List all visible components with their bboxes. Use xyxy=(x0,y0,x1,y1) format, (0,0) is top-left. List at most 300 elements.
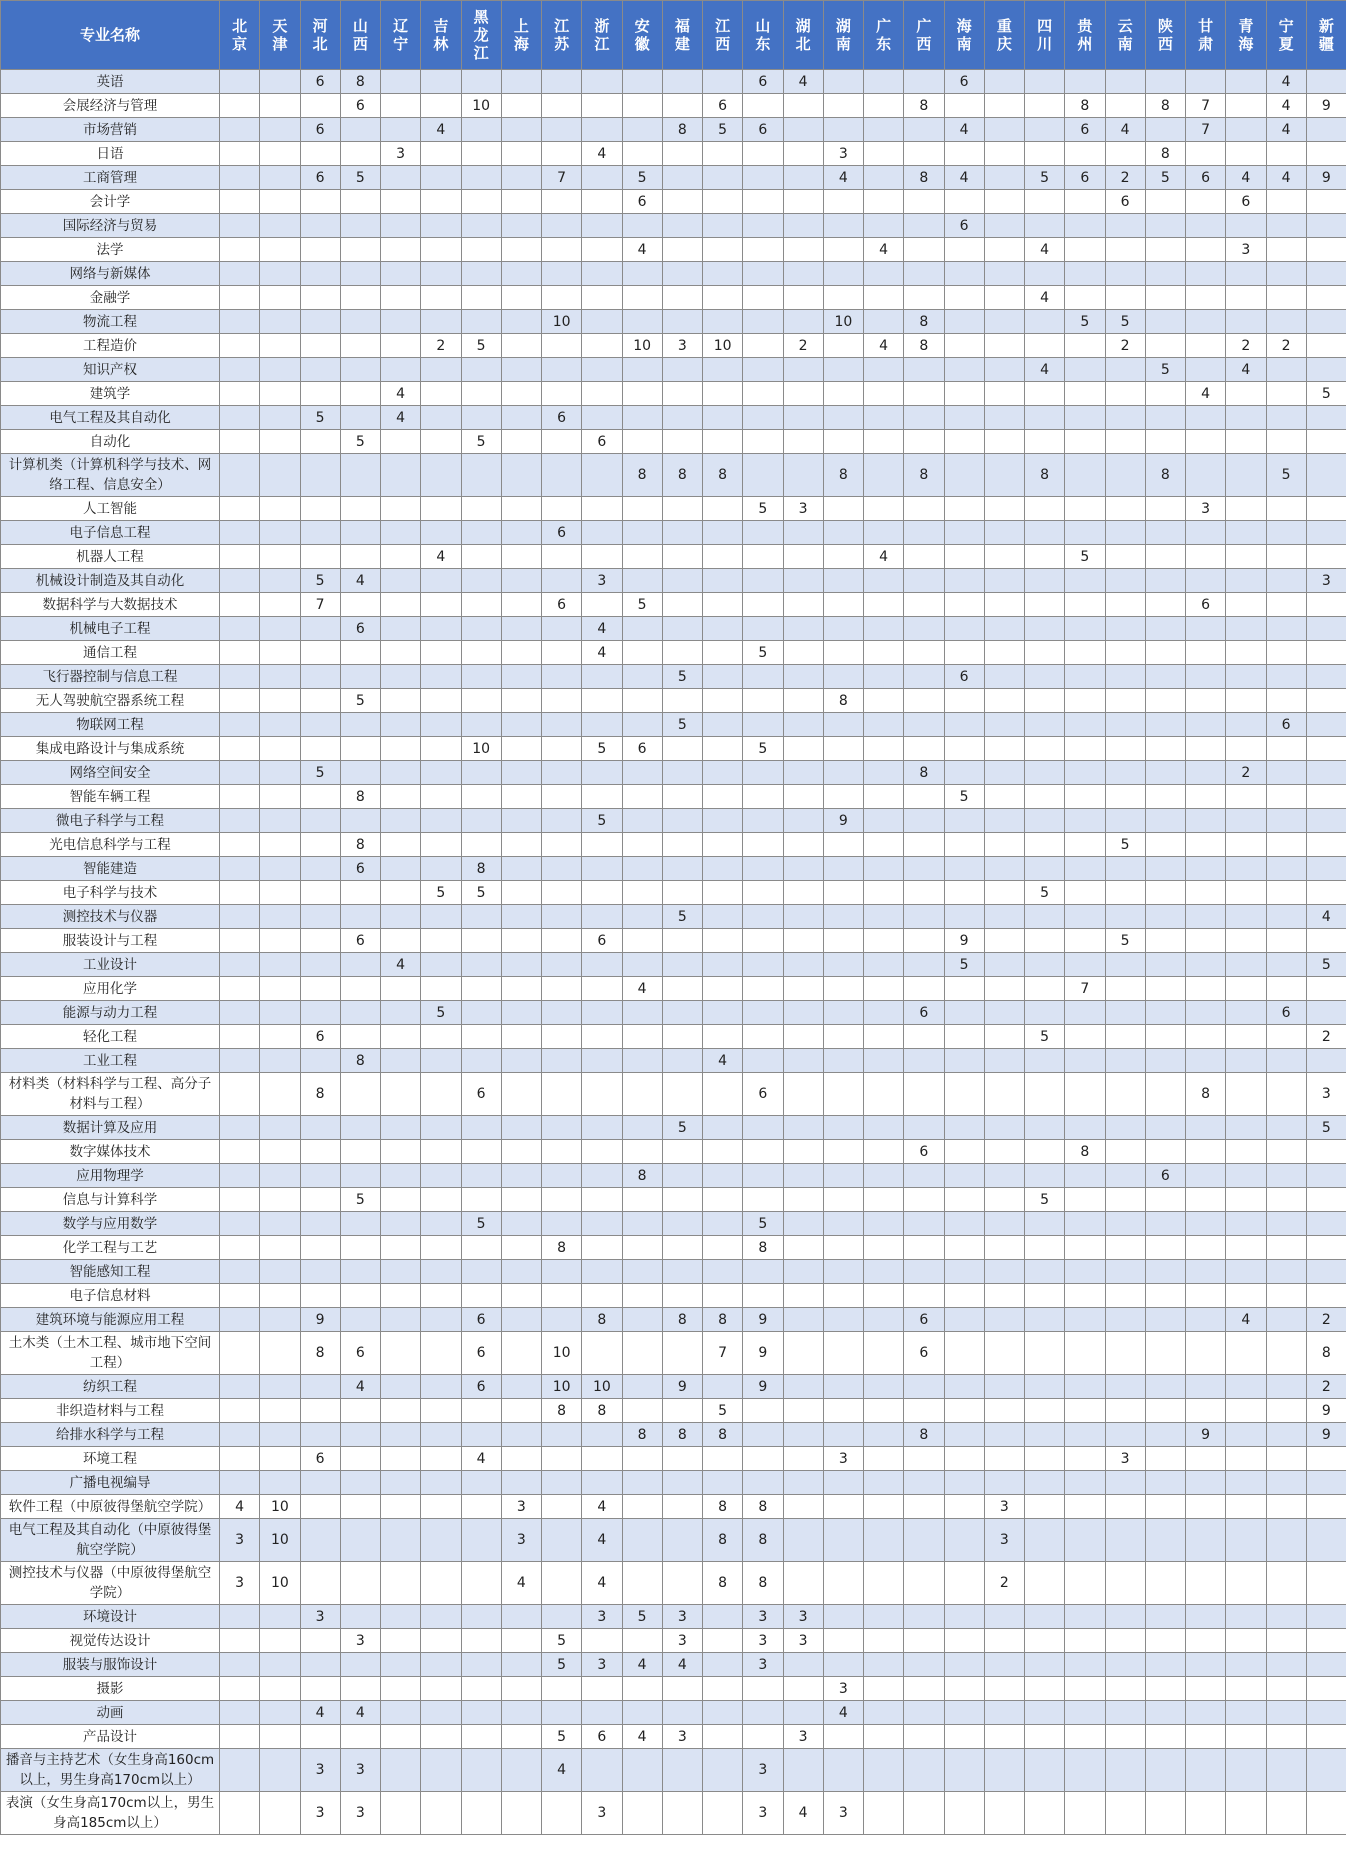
quota-cell xyxy=(501,665,541,689)
quota-cell xyxy=(220,689,260,713)
province-header xyxy=(783,1,823,70)
quota-cell xyxy=(1065,905,1105,929)
quota-cell xyxy=(1065,1447,1105,1471)
quota-cell xyxy=(944,334,984,358)
quota-cell xyxy=(1306,641,1346,665)
quota-cell xyxy=(1105,1260,1145,1284)
quota-cell xyxy=(1065,1236,1105,1260)
quota-cell xyxy=(622,713,662,737)
quota-cell xyxy=(340,118,380,142)
quota-cell xyxy=(783,1495,823,1519)
quota-cell xyxy=(1105,1236,1145,1260)
quota-cell xyxy=(944,1725,984,1749)
quota-cell xyxy=(823,665,863,689)
quota-cell xyxy=(501,1423,541,1447)
quota-cell xyxy=(461,1495,501,1519)
quota-cell xyxy=(823,1236,863,1260)
quota-cell xyxy=(662,382,702,406)
quota-cell xyxy=(1025,190,1065,214)
quota-cell xyxy=(1065,382,1105,406)
quota-cell xyxy=(1025,1116,1065,1140)
quota-cell xyxy=(703,1471,743,1495)
quota-cell xyxy=(1065,70,1105,94)
quota-cell: 4 xyxy=(944,118,984,142)
quota-cell xyxy=(340,1399,380,1423)
quota-cell: 3 xyxy=(582,569,622,593)
major-name-cell: 土木类（土木工程、城市地下空间工程） xyxy=(1,1332,220,1375)
quota-cell xyxy=(260,1471,300,1495)
quota-cell xyxy=(1186,1749,1226,1792)
quota-cell xyxy=(1266,1260,1306,1284)
quota-cell xyxy=(662,1164,702,1188)
quota-cell: 5 xyxy=(662,905,702,929)
quota-cell xyxy=(944,1447,984,1471)
quota-cell xyxy=(501,641,541,665)
quota-cell xyxy=(662,881,702,905)
quota-cell xyxy=(864,977,904,1001)
table-row xyxy=(1,497,1346,521)
quota-cell xyxy=(904,1792,944,1835)
quota-cell xyxy=(1105,497,1145,521)
quota-cell xyxy=(1025,905,1065,929)
quota-cell: 3 xyxy=(823,1792,863,1835)
quota-cell xyxy=(381,1447,421,1471)
quota-cell xyxy=(1226,689,1266,713)
quota-cell xyxy=(501,1140,541,1164)
quota-cell xyxy=(823,929,863,953)
quota-cell xyxy=(1145,1399,1185,1423)
quota-cell: 4 xyxy=(1226,358,1266,382)
table-row xyxy=(1,1447,1346,1471)
quota-cell xyxy=(260,1025,300,1049)
quota-cell xyxy=(1226,406,1266,430)
quota-cell xyxy=(381,1749,421,1792)
quota-cell xyxy=(1226,785,1266,809)
quota-cell xyxy=(662,94,702,118)
quota-cell xyxy=(783,310,823,334)
quota-cell xyxy=(1186,905,1226,929)
quota-cell xyxy=(823,1284,863,1308)
quota-cell xyxy=(783,785,823,809)
quota-cell: 4 xyxy=(1025,238,1065,262)
quota-cell xyxy=(381,1471,421,1495)
quota-cell xyxy=(823,857,863,881)
quota-cell xyxy=(1266,1140,1306,1164)
table-row xyxy=(1,1749,1346,1792)
quota-cell xyxy=(381,238,421,262)
major-name-cell: 计算机类（计算机科学与技术、网络工程、信息安全） xyxy=(1,454,220,497)
quota-cell xyxy=(1025,1236,1065,1260)
quota-cell: 6 xyxy=(904,1308,944,1332)
quota-cell xyxy=(1065,929,1105,953)
quota-cell xyxy=(1306,617,1346,641)
quota-cell xyxy=(421,214,461,238)
quota-cell xyxy=(1266,785,1306,809)
quota-cell: 5 xyxy=(1306,953,1346,977)
quota-cell xyxy=(1065,406,1105,430)
quota-cell xyxy=(662,286,702,310)
quota-cell xyxy=(743,454,783,497)
quota-cell xyxy=(622,94,662,118)
quota-cell xyxy=(944,593,984,617)
quota-cell xyxy=(1226,1284,1266,1308)
province-header-label: 宁夏 xyxy=(1278,17,1294,53)
quota-cell xyxy=(300,310,340,334)
quota-cell: 4 xyxy=(582,1562,622,1605)
quota-cell xyxy=(864,406,904,430)
quota-cell xyxy=(984,881,1024,905)
quota-cell xyxy=(984,1447,1024,1471)
quota-cell xyxy=(1186,286,1226,310)
province-header xyxy=(703,1,743,70)
quota-cell xyxy=(1306,214,1346,238)
quota-cell xyxy=(501,833,541,857)
quota-cell xyxy=(381,1332,421,1375)
quota-cell: 6 xyxy=(542,593,582,617)
province-header-label: 上海 xyxy=(513,17,529,53)
quota-cell xyxy=(1226,1725,1266,1749)
quota-cell xyxy=(582,1025,622,1049)
quota-cell xyxy=(542,857,582,881)
quota-cell: 3 xyxy=(823,142,863,166)
quota-cell: 4 xyxy=(421,545,461,569)
quota-cell xyxy=(381,881,421,905)
quota-cell xyxy=(662,1701,702,1725)
quota-cell xyxy=(783,454,823,497)
quota-cell xyxy=(582,1629,622,1653)
quota-cell xyxy=(381,1164,421,1188)
quota-cell: 3 xyxy=(743,1749,783,1792)
quota-cell xyxy=(1306,1188,1346,1212)
quota-cell xyxy=(864,1399,904,1423)
quota-cell xyxy=(904,1212,944,1236)
quota-cell xyxy=(1186,785,1226,809)
quota-cell xyxy=(743,1284,783,1308)
table-row xyxy=(1,1164,1346,1188)
quota-cell: 3 xyxy=(823,1447,863,1471)
quota-cell xyxy=(1025,1749,1065,1792)
quota-cell xyxy=(220,977,260,1001)
quota-cell xyxy=(220,1701,260,1725)
quota-cell xyxy=(743,142,783,166)
quota-cell xyxy=(1025,593,1065,617)
quota-cell: 6 xyxy=(461,1332,501,1375)
quota-cell xyxy=(260,905,300,929)
quota-cell: 5 xyxy=(340,430,380,454)
quota-cell xyxy=(501,1260,541,1284)
quota-cell xyxy=(944,358,984,382)
quota-cell xyxy=(1025,1399,1065,1423)
quota-cell xyxy=(582,286,622,310)
major-name-cell: 数字媒体技术 xyxy=(1,1140,220,1164)
quota-cell xyxy=(542,1049,582,1073)
quota-cell xyxy=(582,857,622,881)
quota-cell xyxy=(823,1001,863,1025)
quota-cell xyxy=(381,1260,421,1284)
quota-cell xyxy=(220,1188,260,1212)
quota-cell: 3 xyxy=(823,1677,863,1701)
quota-cell xyxy=(1306,1562,1346,1605)
quota-cell xyxy=(1226,1471,1266,1495)
quota-cell xyxy=(501,262,541,286)
table-row xyxy=(1,1332,1346,1375)
quota-cell xyxy=(1025,1519,1065,1562)
province-header-label: 山东 xyxy=(755,17,771,53)
quota-cell xyxy=(1025,1001,1065,1025)
quota-cell xyxy=(1226,1049,1266,1073)
quota-cell xyxy=(823,1629,863,1653)
quota-cell xyxy=(1105,641,1145,665)
quota-cell xyxy=(1025,1308,1065,1332)
quota-cell xyxy=(220,1116,260,1140)
quota-cell xyxy=(864,785,904,809)
table-row xyxy=(1,1073,1346,1116)
quota-cell xyxy=(1105,977,1145,1001)
quota-cell xyxy=(542,1188,582,1212)
quota-cell xyxy=(1065,833,1105,857)
quota-cell xyxy=(1186,1792,1226,1835)
quota-cell xyxy=(944,905,984,929)
quota-cell: 8 xyxy=(662,1308,702,1332)
quota-cell xyxy=(300,809,340,833)
quota-cell xyxy=(743,286,783,310)
quota-cell xyxy=(823,737,863,761)
quota-cell xyxy=(904,1236,944,1260)
quota-cell xyxy=(542,1140,582,1164)
province-header xyxy=(260,1,300,70)
quota-cell: 3 xyxy=(501,1519,541,1562)
quota-cell: 5 xyxy=(1266,454,1306,497)
quota-cell: 9 xyxy=(662,1375,702,1399)
major-name-cell: 信息与计算科学 xyxy=(1,1188,220,1212)
quota-cell xyxy=(1145,1332,1185,1375)
quota-cell xyxy=(944,286,984,310)
quota-cell xyxy=(421,977,461,1001)
quota-cell xyxy=(1186,809,1226,833)
quota-cell xyxy=(783,1749,823,1792)
quota-cell xyxy=(421,286,461,310)
quota-cell xyxy=(1025,713,1065,737)
quota-cell xyxy=(542,1001,582,1025)
quota-cell xyxy=(1145,1629,1185,1653)
quota-cell xyxy=(1186,1284,1226,1308)
quota-cell xyxy=(864,358,904,382)
quota-cell xyxy=(1306,737,1346,761)
quota-cell xyxy=(1145,406,1185,430)
quota-cell: 3 xyxy=(340,1792,380,1835)
quota-cell xyxy=(984,521,1024,545)
quota-cell xyxy=(1065,785,1105,809)
quota-cell xyxy=(1145,521,1185,545)
quota-cell xyxy=(461,593,501,617)
quota-cell xyxy=(662,1236,702,1260)
quota-cell xyxy=(984,761,1024,785)
quota-cell xyxy=(461,1471,501,1495)
quota-cell xyxy=(743,1725,783,1749)
quota-cell xyxy=(864,497,904,521)
quota-cell xyxy=(461,1653,501,1677)
quota-cell xyxy=(864,1308,904,1332)
quota-cell xyxy=(864,1375,904,1399)
quota-cell xyxy=(1105,1399,1145,1423)
quota-cell xyxy=(582,1116,622,1140)
quota-cell xyxy=(260,1236,300,1260)
quota-cell xyxy=(703,593,743,617)
quota-cell: 6 xyxy=(1266,1001,1306,1025)
quota-cell xyxy=(260,454,300,497)
quota-cell xyxy=(461,1749,501,1792)
quota-cell xyxy=(381,689,421,713)
quota-cell xyxy=(783,1471,823,1495)
quota-cell xyxy=(1025,1049,1065,1073)
table-row xyxy=(1,1629,1346,1653)
quota-cell xyxy=(461,689,501,713)
major-name-cell: 软件工程（中原彼得堡航空学院） xyxy=(1,1495,220,1519)
quota-cell xyxy=(1065,857,1105,881)
quota-cell xyxy=(703,569,743,593)
quota-cell xyxy=(864,953,904,977)
quota-cell xyxy=(743,214,783,238)
quota-cell xyxy=(783,166,823,190)
quota-cell xyxy=(300,617,340,641)
quota-cell: 9 xyxy=(1306,1399,1346,1423)
quota-cell xyxy=(1266,238,1306,262)
quota-cell xyxy=(703,1605,743,1629)
quota-cell xyxy=(1065,1212,1105,1236)
quota-cell: 5 xyxy=(1025,166,1065,190)
quota-cell xyxy=(622,1447,662,1471)
province-header-label: 福建 xyxy=(674,17,690,53)
quota-cell xyxy=(703,1629,743,1653)
quota-cell xyxy=(421,358,461,382)
quota-cell xyxy=(260,497,300,521)
quota-cell xyxy=(662,1188,702,1212)
quota-cell xyxy=(783,545,823,569)
quota-cell xyxy=(260,1212,300,1236)
quota-cell xyxy=(300,1629,340,1653)
quota-cell: 5 xyxy=(1025,1025,1065,1049)
quota-cell xyxy=(944,569,984,593)
quota-cell xyxy=(461,929,501,953)
quota-cell xyxy=(904,358,944,382)
quota-cell: 7 xyxy=(542,166,582,190)
province-header xyxy=(1105,1,1145,70)
quota-cell xyxy=(1266,214,1306,238)
quota-cell xyxy=(1306,358,1346,382)
quota-cell xyxy=(220,1629,260,1653)
quota-cell xyxy=(1065,809,1105,833)
quota-cell: 3 xyxy=(340,1629,380,1653)
quota-cell xyxy=(1306,1653,1346,1677)
major-name-cell: 动画 xyxy=(1,1701,220,1725)
quota-cell: 4 xyxy=(1306,905,1346,929)
table-row xyxy=(1,190,1346,214)
quota-cell xyxy=(421,142,461,166)
quota-cell xyxy=(1065,1164,1105,1188)
quota-cell xyxy=(300,1725,340,1749)
province-header-label: 海南 xyxy=(956,17,972,53)
quota-cell xyxy=(501,809,541,833)
quota-cell xyxy=(622,1260,662,1284)
quota-cell xyxy=(662,545,702,569)
quota-cell xyxy=(1105,881,1145,905)
table-row xyxy=(1,977,1346,1001)
quota-cell: 5 xyxy=(703,1399,743,1423)
quota-cell xyxy=(984,1677,1024,1701)
quota-cell: 8 xyxy=(340,833,380,857)
quota-cell xyxy=(421,1792,461,1835)
quota-cell xyxy=(1186,689,1226,713)
quota-cell xyxy=(904,689,944,713)
quota-cell xyxy=(662,1049,702,1073)
quota-cell xyxy=(1145,497,1185,521)
quota-cell xyxy=(421,1471,461,1495)
quota-cell xyxy=(864,1629,904,1653)
quota-cell: 4 xyxy=(622,238,662,262)
quota-cell xyxy=(662,833,702,857)
quota-cell xyxy=(662,166,702,190)
quota-cell xyxy=(1065,1260,1105,1284)
quota-cell xyxy=(622,785,662,809)
quota-cell xyxy=(743,689,783,713)
quota-cell xyxy=(461,286,501,310)
quota-cell: 5 xyxy=(582,809,622,833)
quota-cell xyxy=(340,1562,380,1605)
quota-cell xyxy=(1186,1001,1226,1025)
quota-cell xyxy=(703,382,743,406)
quota-cell xyxy=(421,1236,461,1260)
quota-cell xyxy=(743,905,783,929)
quota-cell xyxy=(1226,1332,1266,1375)
quota-cell xyxy=(1105,905,1145,929)
quota-cell xyxy=(783,1284,823,1308)
quota-cell xyxy=(1266,1308,1306,1332)
quota-cell xyxy=(1266,262,1306,286)
quota-cell xyxy=(864,310,904,334)
quota-cell: 6 xyxy=(582,1725,622,1749)
quota-cell xyxy=(381,1212,421,1236)
quota-cell xyxy=(1025,977,1065,1001)
table-row xyxy=(1,713,1346,737)
quota-cell xyxy=(340,1308,380,1332)
quota-cell xyxy=(823,1562,863,1605)
province-header-label: 新疆 xyxy=(1318,17,1334,53)
quota-cell xyxy=(1145,1001,1185,1025)
quota-cell: 9 xyxy=(743,1308,783,1332)
table-row xyxy=(1,118,1346,142)
quota-cell xyxy=(1306,1701,1346,1725)
quota-cell: 3 xyxy=(1226,238,1266,262)
quota-cell xyxy=(1145,1284,1185,1308)
quota-cell xyxy=(984,1284,1024,1308)
quota-cell xyxy=(1105,1212,1145,1236)
quota-cell xyxy=(501,1653,541,1677)
quota-cell xyxy=(703,214,743,238)
quota-cell xyxy=(501,358,541,382)
quota-cell xyxy=(260,833,300,857)
quota-cell xyxy=(1145,1562,1185,1605)
quota-cell xyxy=(904,1653,944,1677)
table-row xyxy=(1,406,1346,430)
quota-cell xyxy=(421,641,461,665)
quota-cell xyxy=(944,1260,984,1284)
quota-cell xyxy=(1025,833,1065,857)
quota-cell xyxy=(300,1236,340,1260)
quota-cell xyxy=(1226,430,1266,454)
quota-cell: 5 xyxy=(421,1001,461,1025)
quota-cell xyxy=(501,497,541,521)
quota-cell xyxy=(542,1423,582,1447)
